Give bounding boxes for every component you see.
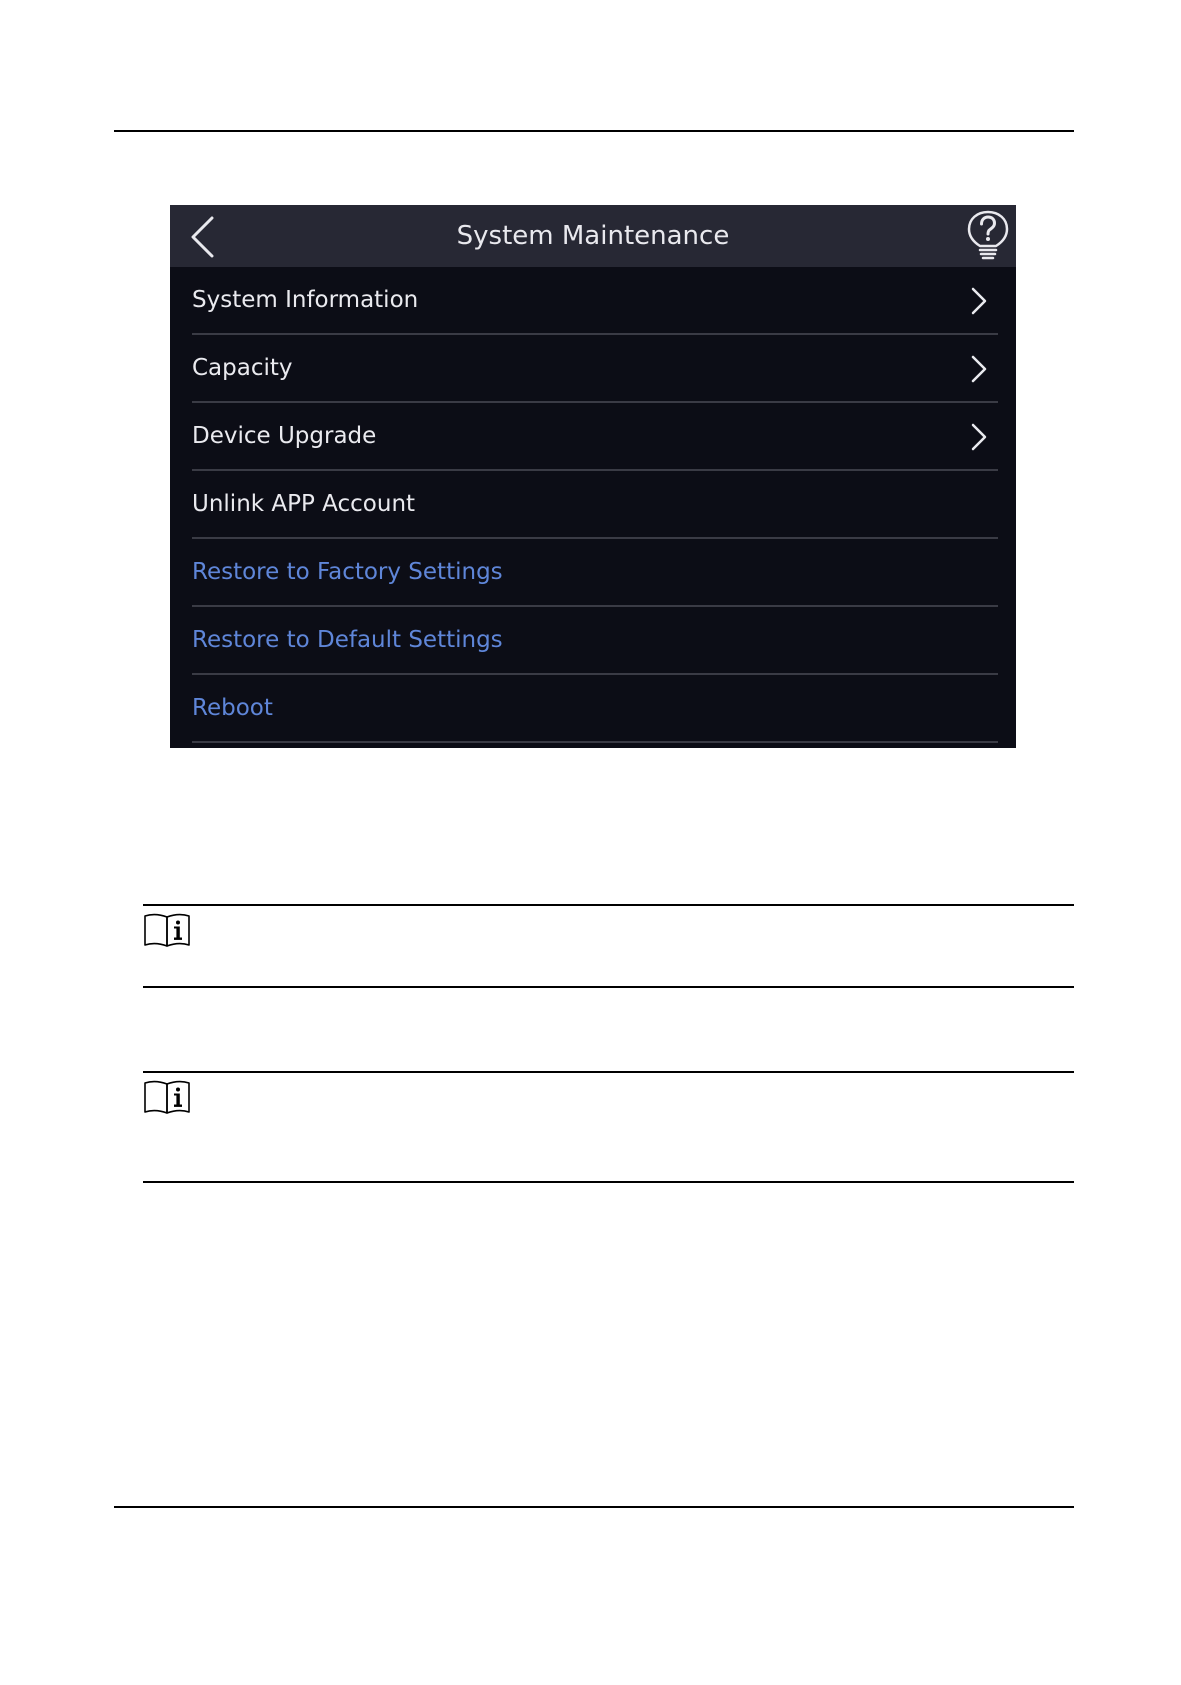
menu-item-label: Device Upgrade (192, 423, 377, 449)
menu-item-label: Reboot (192, 695, 273, 721)
chevron-right-icon (970, 354, 988, 384)
menu-item-label: Restore to Factory Settings (192, 559, 503, 585)
menu-item-capacity[interactable] (192, 335, 998, 403)
menu-item-unlink-app-account[interactable] (192, 471, 998, 539)
menu-item-label: System Information (192, 287, 419, 313)
chevron-right-icon (970, 286, 988, 316)
menu-item-restore-default-settings[interactable] (192, 607, 998, 675)
maintenance-menu (170, 267, 1016, 743)
menu-item-label: Capacity (192, 355, 293, 381)
screen-title: System Maintenance (456, 221, 730, 251)
menu-item-device-upgrade[interactable] (192, 403, 998, 471)
note-box (143, 1071, 1074, 1183)
menu-item-reboot[interactable] (192, 675, 998, 743)
note-box (143, 904, 1074, 988)
menu-item-system-information[interactable] (192, 267, 998, 335)
menu-item-restore-factory-settings[interactable] (192, 539, 998, 607)
note-book-icon (143, 912, 191, 948)
help-bulb-icon[interactable] (966, 210, 1010, 262)
device-screen (170, 205, 1016, 748)
chevron-right-icon (970, 422, 988, 452)
page-header-rule (114, 130, 1074, 132)
page-footer-rule (114, 1506, 1074, 1508)
screen-header (170, 205, 1016, 267)
note-book-icon (143, 1079, 191, 1115)
menu-item-label: Unlink APP Account (192, 491, 416, 517)
menu-item-label: Restore to Default Settings (192, 627, 503, 653)
